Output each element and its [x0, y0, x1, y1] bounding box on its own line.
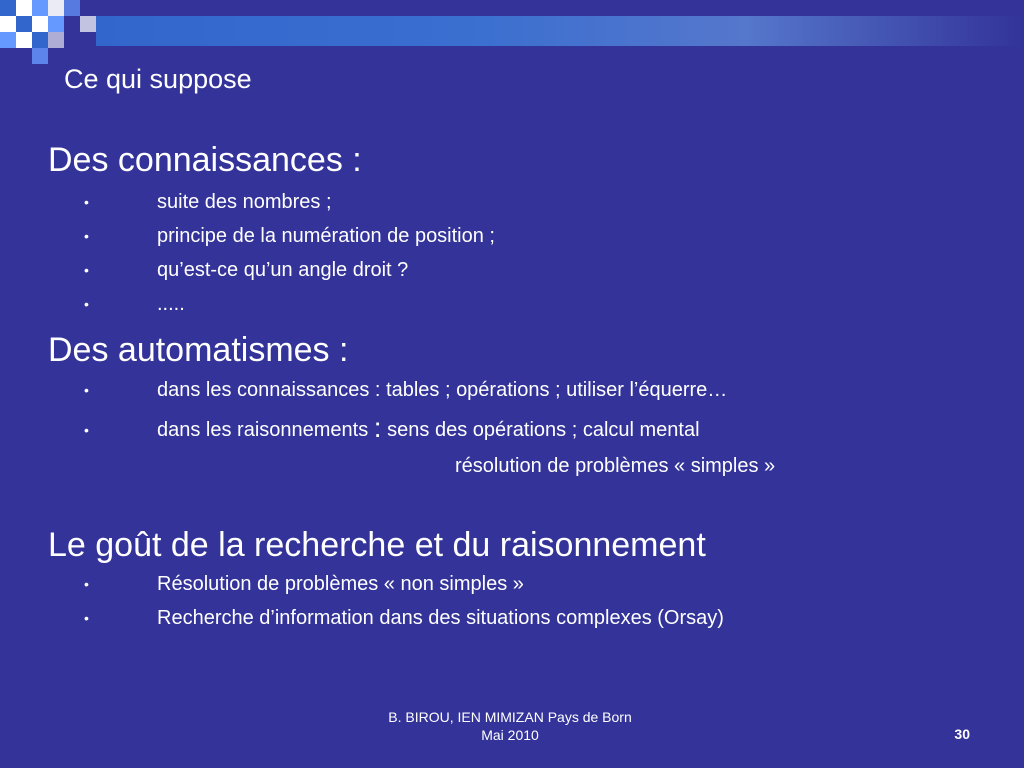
- decor-square: [48, 0, 64, 16]
- bullet-icon: •: [84, 610, 89, 626]
- bullet-icon: •: [84, 262, 89, 278]
- bullet-text: qu’est-ce qu’un angle droit ?: [157, 259, 409, 281]
- decor-square: [0, 32, 16, 48]
- bullet-text: principe de la numération de position ;: [157, 225, 495, 247]
- footer-date: Mai 2010: [481, 727, 539, 743]
- decor-square: [32, 32, 48, 48]
- bullet-text-suffix: sens des opérations ; calcul mental: [387, 419, 700, 441]
- bullet-icon: •: [84, 228, 89, 244]
- slide-footer: [330, 708, 690, 744]
- bullet-icon: •: [84, 382, 89, 398]
- bullet-text-prefix: dans les raisonnements: [157, 419, 369, 441]
- bullet-text: Résolution de problèmes « non simples »: [157, 573, 524, 595]
- decor-square: [16, 0, 32, 16]
- footer-author: B. BIROU, IEN MIMIZAN Pays de Born: [388, 709, 632, 725]
- bullet-text: [157, 412, 700, 443]
- bullet-icon: •: [84, 422, 89, 438]
- bullet-text: suite des nombres ;: [157, 191, 332, 213]
- decor-square: [32, 0, 48, 16]
- bullet-text: dans les connaissances : tables ; opérations ; utiliser l’équerre…: [157, 379, 728, 401]
- decor-square: [0, 16, 16, 32]
- section-heading-automatismes: Des automatismes :: [48, 331, 349, 369]
- slide-title: Ce qui suppose: [64, 64, 252, 94]
- decor-square: [80, 16, 96, 32]
- section-heading-connaissances: Des connaissances :: [48, 141, 362, 179]
- decor-square: [64, 0, 80, 16]
- decor-square: [16, 16, 32, 32]
- decor-square: [32, 48, 48, 64]
- bullet-icon: •: [84, 194, 89, 210]
- decor-square: [16, 32, 32, 48]
- page-number: 30: [954, 726, 970, 742]
- header-band: [96, 16, 1024, 46]
- bullet-text: .....: [157, 293, 185, 315]
- bullet-text-colon: :: [373, 412, 382, 443]
- bullet-icon: •: [84, 296, 89, 312]
- bullet-text: Recherche d’information dans des situations complexes (Orsay): [157, 607, 724, 629]
- decor-square: [48, 32, 64, 48]
- decor-square: [48, 16, 64, 32]
- bullet-icon: •: [84, 576, 89, 592]
- decor-square: [32, 16, 48, 32]
- bullet-continuation: résolution de problèmes « simples »: [455, 455, 776, 477]
- section-heading-recherche: Le goût de la recherche et du raisonnement: [48, 526, 706, 564]
- decor-square: [0, 0, 16, 16]
